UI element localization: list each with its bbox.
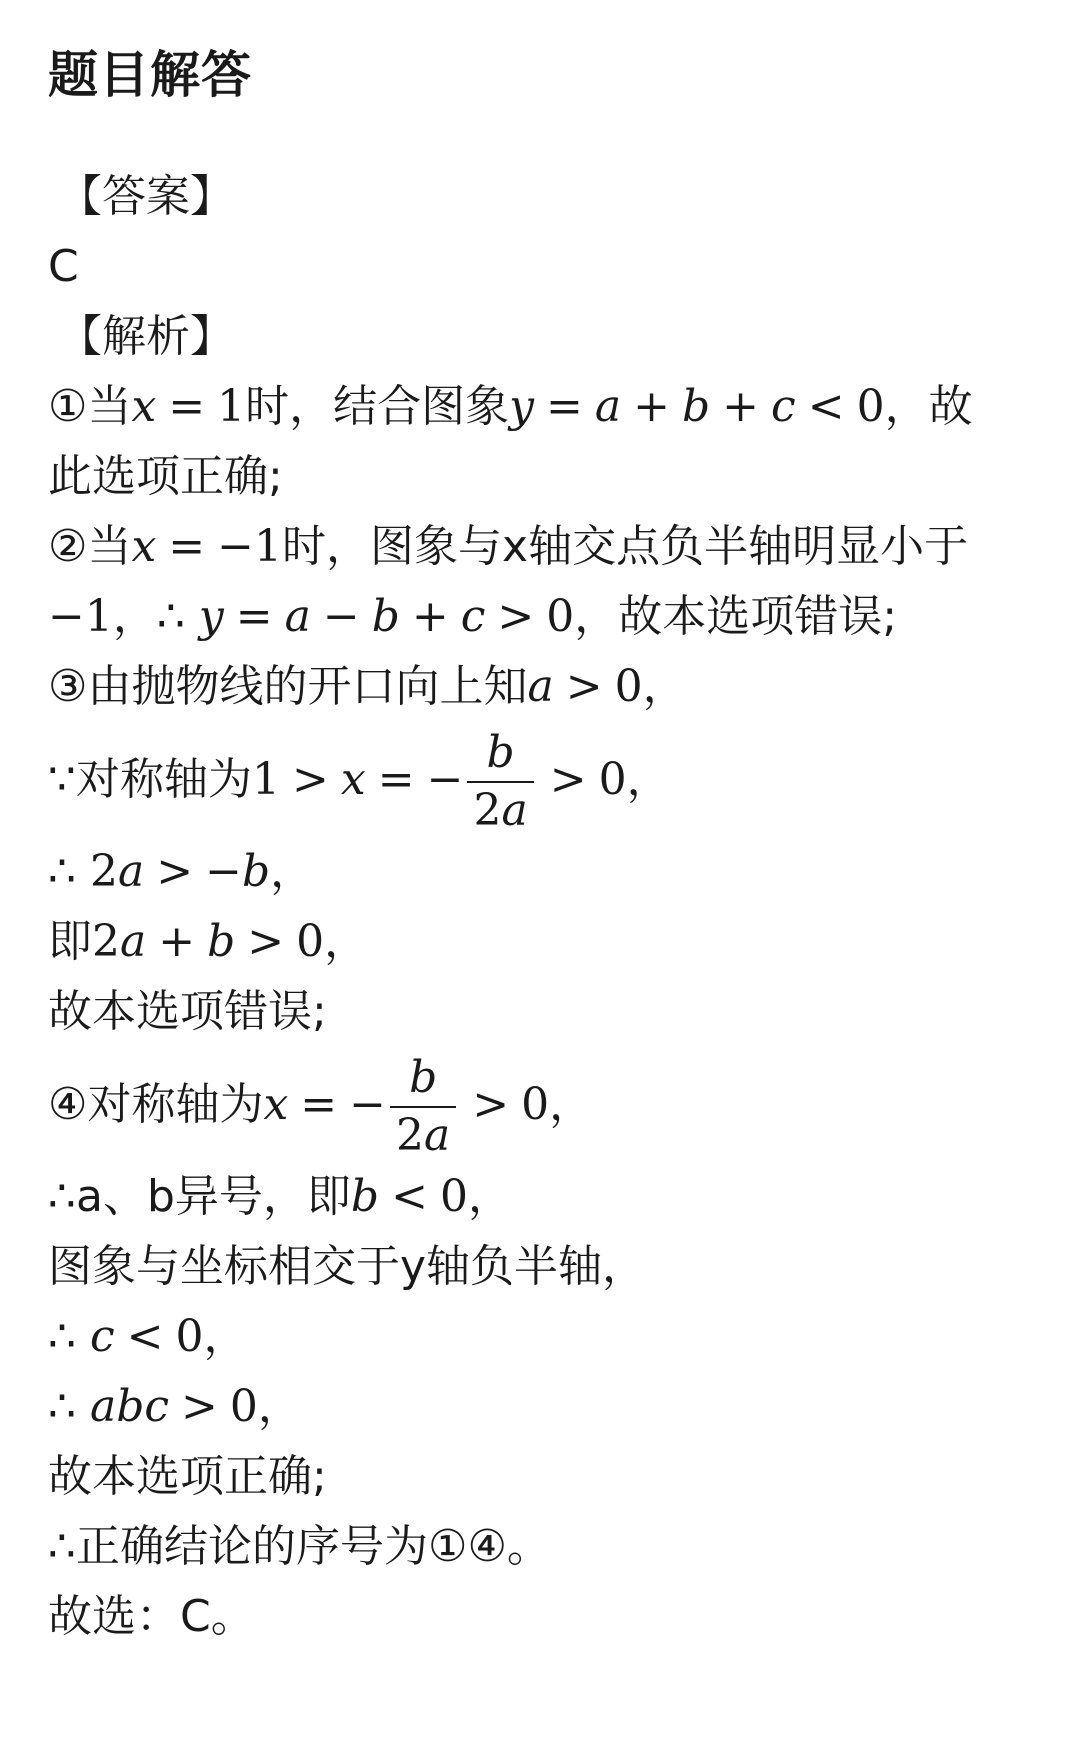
math-num: 2 [396, 1110, 425, 1161]
math-op: > [549, 754, 587, 805]
math-num: 1 [252, 754, 280, 805]
text: ，故本选项错误; [574, 591, 898, 642]
final-answer-line: 故选：C。 [48, 1591, 255, 1642]
math-op: + [411, 591, 449, 642]
math-var: a [118, 846, 145, 897]
math-op: = [168, 381, 206, 432]
math-num: 0 [439, 1171, 468, 1222]
text: ∵对称轴为 [48, 754, 252, 805]
math-var: abc [90, 1381, 170, 1432]
math-var: a [501, 785, 528, 836]
text: ④对称轴为 [48, 1079, 264, 1130]
math-num: 0 [521, 1079, 550, 1130]
statement-3-line-5: 故本选项错误; [48, 986, 327, 1037]
math-op: − [322, 591, 360, 642]
math-op: < [391, 1171, 428, 1222]
statement-3-line-1 [48, 652, 1058, 722]
math-var: a [120, 916, 147, 967]
math-num: 0 [546, 591, 575, 642]
math-op: = [377, 754, 415, 805]
text: ， [549, 1079, 594, 1130]
text: ， [626, 754, 671, 805]
math-var: c [771, 381, 796, 432]
statement-4-line-5 [48, 1372, 1058, 1442]
math-op: > [156, 846, 194, 897]
math-op: + [722, 381, 760, 432]
statement-4-line-4 [48, 1302, 1058, 1372]
math-op: − [205, 846, 242, 897]
statement-1-line-2: 此选项正确; [48, 451, 283, 502]
fraction-denominator [467, 783, 533, 839]
text: ， [203, 1311, 248, 1362]
math-op: = [168, 521, 206, 572]
math-var: b [682, 381, 711, 432]
math-op: > [181, 1381, 218, 1432]
fraction-numerator: b [390, 1050, 456, 1108]
math-var: b [207, 916, 236, 967]
math-num: 0 [856, 381, 885, 432]
text: ， [257, 1381, 302, 1432]
math-num: 0 [598, 754, 627, 805]
math-var: x [131, 381, 157, 432]
statement-2-line-1 [48, 512, 1058, 582]
math-num: 0 [614, 661, 643, 712]
math-num: 2 [92, 916, 120, 967]
math-op: = [546, 381, 583, 432]
math-op: > [565, 661, 603, 712]
solution-body [48, 162, 1058, 1652]
math-op: > [497, 591, 535, 642]
math-op: − [426, 754, 464, 805]
text: ， [467, 1171, 512, 1222]
fraction [390, 1050, 456, 1164]
math-var: b [350, 1171, 380, 1222]
statement-4-line-3: 图象与坐标相交于y轴负半轴， [48, 1241, 647, 1292]
math-op: > [292, 754, 329, 805]
math-symbol: ∴ [156, 591, 185, 642]
math-num: 1 [217, 381, 246, 432]
text: 时，图象与x轴交点负半轴明显小于 [282, 521, 969, 572]
text: ， [324, 916, 369, 967]
math-op: − [349, 1079, 387, 1130]
statement-3-line-3 [48, 837, 1058, 907]
math-var: b [371, 591, 400, 642]
answer-value: C [48, 241, 79, 292]
fraction [467, 725, 533, 839]
math-num: 0 [175, 1311, 204, 1362]
math-var: x [131, 521, 157, 572]
math-op: = [235, 591, 273, 642]
text: 时，结合图象 [245, 381, 510, 432]
statement-3-line-2 [48, 722, 1058, 837]
math-op: + [158, 916, 196, 967]
math-var: a [424, 1110, 451, 1161]
statement-4-line-2 [48, 1162, 1058, 1232]
math-var: c [90, 1311, 115, 1362]
math-num: −1 [48, 591, 113, 642]
text: ∴a、b异号，即 [48, 1171, 351, 1222]
math-symbol: ∴ [48, 1381, 76, 1432]
math-var: y [509, 381, 535, 432]
text: ，故 [884, 381, 973, 432]
text: ①当 [48, 381, 132, 432]
math-var: a [527, 661, 554, 712]
statement-4-line-6: 故本选项正确; [48, 1451, 327, 1502]
math-var: a [284, 591, 311, 642]
statement-1-line-1 [48, 372, 1058, 442]
math-op: > [247, 916, 285, 967]
page-title: 题目解答 [48, 46, 252, 104]
fraction-denominator [390, 1108, 456, 1164]
math-var: b [241, 846, 271, 897]
math-var: c [460, 591, 486, 642]
text: ②当 [48, 521, 132, 572]
math-op: = [300, 1079, 338, 1130]
math-num: 2 [90, 846, 118, 897]
text: ， [642, 661, 687, 712]
analysis-label: 【解析】 [58, 311, 234, 362]
text: ， [112, 591, 157, 642]
answer-label: 【答案】 [58, 171, 234, 222]
math-num: 2 [473, 785, 502, 836]
math-var: a [594, 381, 622, 432]
math-num: 0 [296, 916, 325, 967]
math-op: > [472, 1079, 510, 1130]
math-symbol: ∴ [48, 1311, 76, 1362]
conclusion-line: ∴正确结论的序号为①④。 [48, 1521, 551, 1572]
statement-2-line-2 [48, 582, 1058, 652]
math-var: x [263, 1079, 289, 1130]
statement-3-line-4 [48, 907, 1058, 977]
math-symbol: ∴ [48, 846, 76, 897]
fraction-numerator: b [467, 725, 533, 783]
statement-4-line-1 [48, 1047, 1058, 1162]
math-var: x [340, 754, 366, 805]
math-num: 0 [229, 1381, 258, 1432]
math-num: −1 [217, 521, 283, 572]
text: 即 [48, 916, 92, 967]
math-op: < [126, 1311, 164, 1362]
math-op: + [633, 381, 670, 432]
math-var: y [198, 591, 224, 642]
math-op: < [807, 381, 845, 432]
text: ， [270, 846, 315, 897]
text: ③由抛物线的开口向上知 [48, 661, 528, 712]
